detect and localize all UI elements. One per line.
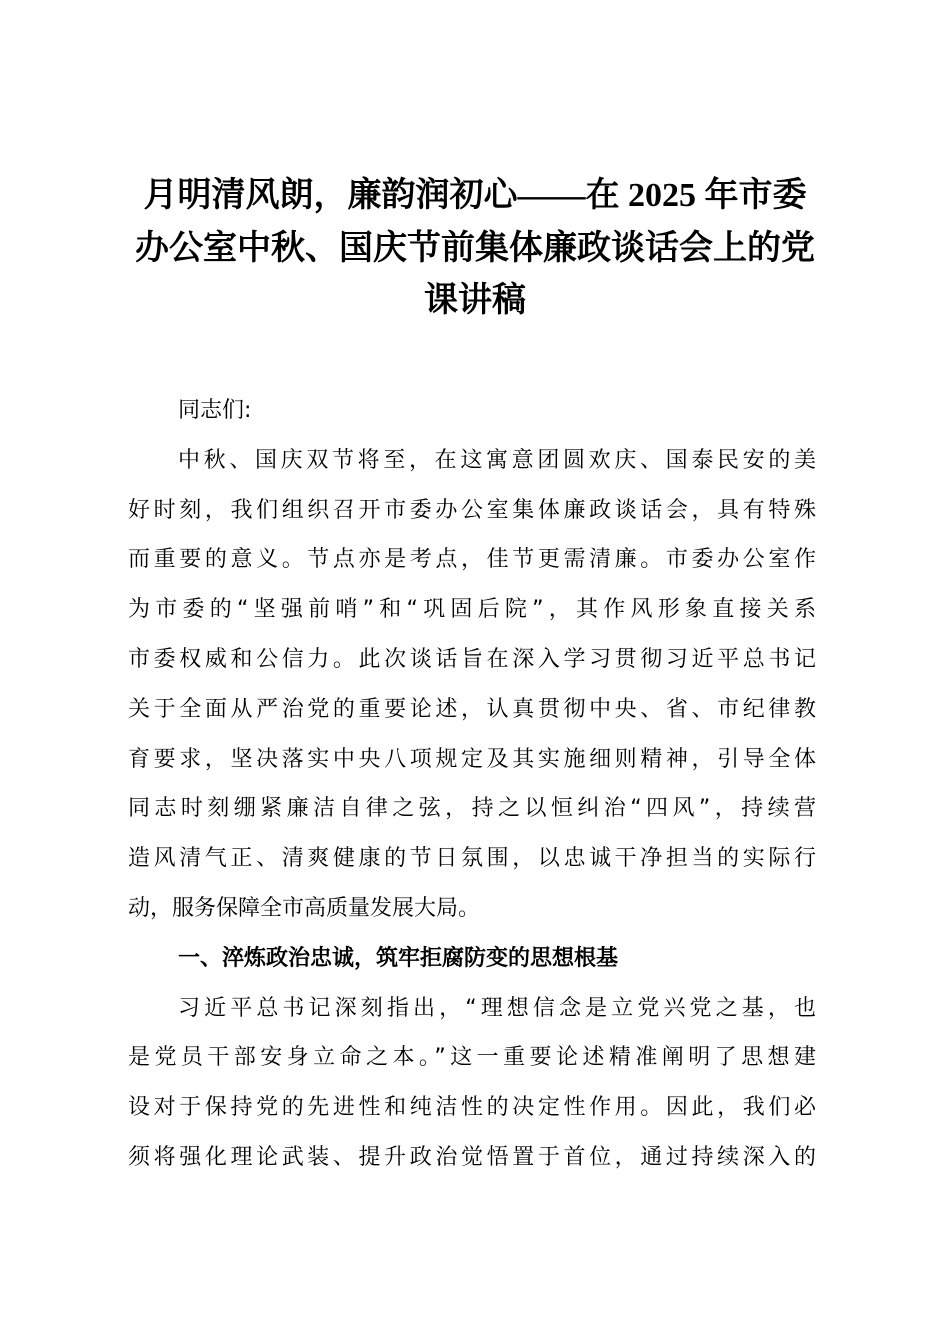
paragraph-1 — [128, 436, 816, 934]
title-line: 课讲稿 — [424, 282, 526, 319]
document-body — [128, 386, 816, 1183]
text-line: 是党员干部安身立命之本。”这一重要论述精准阐明了思想建 — [128, 1045, 816, 1071]
title-line: 办公室中秋、国庆节前集体廉政谈话会上的党 — [135, 229, 815, 267]
text-line: 动，服务保障全市高质量发展大局。 — [128, 895, 481, 921]
section-heading: 一、淬炼政治忠诚，筑牢拒腐防变的思想根基 — [178, 945, 619, 971]
text-line: 关于全面从严治党的重要论述，认真贯彻中央、省、市纪律教 — [128, 696, 816, 722]
text-line: 好时刻，我们组织召开市委办公室集体廉政谈话会，具有特殊 — [128, 497, 816, 523]
paragraph-2 — [128, 984, 816, 1183]
text-line: 市委权威和公信力。此次谈话旨在深入学习贯彻习近平总书记 — [128, 646, 816, 672]
text-line: 造风清气正、清爽健康的节日氛围，以忠诚干净担当的实际行 — [128, 846, 816, 872]
text-line: 同志时刻绷紧廉洁自律之弦，持之以恒纠治“四风”，持续营 — [128, 796, 816, 822]
title-line: 月明清风朗，廉韵润初心——在 2025 年市委 — [143, 177, 807, 214]
text-line: 而重要的意义。节点亦是考点，佳节更需清廉。市委办公室作 — [128, 547, 816, 573]
text-line: 育要求，坚决落实中央八项规定及其实施细则精神，引导全体 — [128, 746, 816, 772]
text-line: 设对于保持党的先进性和纯洁性的决定性作用。因此，我们必 — [128, 1095, 816, 1121]
document-title — [120, 170, 830, 328]
text-line: 须将强化理论武装、提升政治觉悟置于首位，通过持续深入的 — [128, 1144, 816, 1170]
text-line: 习近平总书记深刻指出，“理想信念是立党兴党之基，也 — [178, 995, 816, 1021]
text-line: 为市委的“坚强前哨”和“巩固后院”，其作风形象直接关系 — [128, 597, 816, 623]
text-line: 中秋、国庆双节将至，在这寓意团圆欢庆、国泰民安的美 — [178, 447, 816, 473]
salutation: 同志们: — [178, 398, 252, 423]
